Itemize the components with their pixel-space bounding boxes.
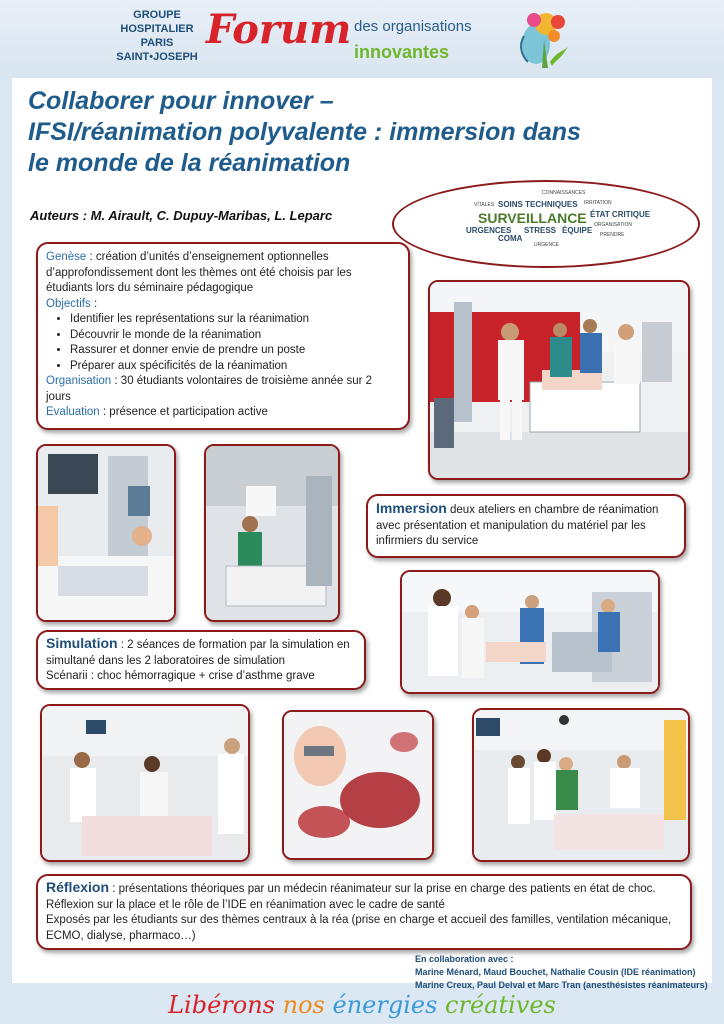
- photo-hemorrhage-scenario: [282, 710, 434, 860]
- cloud-word: ORGANISATION: [594, 222, 632, 228]
- reflexion-label: Réflexion: [46, 879, 110, 895]
- photo-equipment: [36, 444, 176, 622]
- cloud-word: PRENDRE: [600, 232, 625, 238]
- evaluation-text: : présence et participation active: [99, 406, 268, 418]
- title-line: le monde de la réanimation: [28, 149, 351, 177]
- genese-label: Genèse: [46, 251, 87, 263]
- simulation-label: Simulation: [46, 635, 118, 651]
- genese-text: : création d’unités d’enseignement optionnelles d’approfondissement dont les thèmes ont été choisis par les étudiants lors du séminaire pédagogique: [46, 251, 352, 294]
- group-line: GROUPE: [133, 9, 181, 21]
- list-item: • Découvrir le monde de la réanimation: [70, 328, 400, 344]
- slogan-word: Libérons: [168, 991, 275, 1019]
- evaluation-line: [46, 405, 400, 421]
- cloud-word: URGENCES: [466, 226, 512, 235]
- cloud-word-main: SURVEILLANCE: [478, 210, 587, 226]
- cloud-word: COMA: [498, 234, 523, 243]
- cloud-word: ÉTAT CRITIQUE: [590, 210, 651, 219]
- genese-box: [36, 242, 410, 430]
- immersion-text: deux ateliers en chambre de réanimation avec présentation et manipulation du matériel par les infirmiers du service: [376, 504, 659, 547]
- slogan-word: énergies: [332, 991, 438, 1019]
- hospital-group-logo: [114, 8, 200, 64]
- slogan-word: créatives: [445, 991, 556, 1019]
- poster-title: [28, 86, 708, 179]
- slogan-word: nos: [282, 991, 325, 1019]
- collab-line: Marine Creux, Paul Delval et Marc Tran (anesthésistes réanimateurs): [415, 980, 708, 990]
- genese-paragraph: [46, 250, 400, 297]
- cloud-word: URGENCE: [534, 242, 560, 248]
- organisation-line: [46, 374, 400, 405]
- photo-manipulation: [400, 570, 660, 694]
- list-item: • Préparer aux spécificités de la réanimation: [70, 359, 400, 375]
- immersion-label: Immersion: [376, 500, 447, 516]
- reflexion-line: Exposés par les étudiants sur des thèmes centraux à la réa (prise en charge et accueil des familles, ventilation mécanique, ECMO, dialyse, pharmaco…): [46, 914, 672, 942]
- cloud-word: SOINS TECHNIQUES: [498, 200, 578, 209]
- simulation-box: [36, 630, 366, 690]
- forum-wordmark: Forum: [206, 6, 352, 53]
- flower-head-logo-icon: [514, 6, 572, 68]
- reflexion-line: Réflexion sur la place et le rôle de l’IDE en réanimation avec le cadre de santé: [46, 898, 445, 911]
- photo-simulation-lab: [40, 704, 250, 862]
- collab-heading: En collaboration avec :: [415, 954, 514, 964]
- reflexion-paragraph: [46, 880, 682, 898]
- header-banner: [0, 0, 724, 78]
- group-line: HOSPITALIER: [120, 23, 194, 35]
- photo-icu-room: [428, 280, 690, 480]
- organisation-text: : 30 étudiants volontaires de troisième année sur 2 jours: [46, 375, 373, 403]
- footer-slogan: [0, 986, 724, 1024]
- group-line: PARIS: [140, 37, 174, 49]
- organisation-label: Organisation: [46, 375, 112, 387]
- reflexion-text: : présentations théoriques par un médecin réanimateur sur la prise en charge des patients en état de choc.: [109, 883, 656, 895]
- title-line: Collaborer pour innover –: [28, 87, 334, 115]
- scenarii-line: Scénarii : choc hémorragique + crise d’asthme grave: [46, 670, 315, 682]
- cloud-word: IRRITATION: [584, 200, 612, 206]
- immersion-box: [366, 494, 686, 558]
- objectifs-suffix: :: [90, 297, 98, 310]
- simulation-paragraph: [46, 636, 356, 669]
- objectifs-label: Objectifs: [46, 297, 91, 310]
- word-cloud: [392, 180, 700, 268]
- des-organisations-text: des organisations: [354, 18, 472, 35]
- photo-debrief: [472, 708, 690, 862]
- list-item: • Rassurer et donner envie de prendre un poste: [70, 343, 400, 359]
- cloud-word: VITALES: [474, 202, 495, 208]
- evaluation-label: Evaluation: [46, 406, 100, 418]
- cloud-word: ÉQUIPE: [562, 226, 593, 235]
- collab-line: Marine Ménard, Maud Bouchet, Nathalie Cousin (IDE réanimation): [415, 967, 696, 977]
- objectifs-list: [46, 312, 400, 374]
- innovantes-text: innovantes: [354, 42, 450, 62]
- authors: Auteurs : M. Airault, C. Dupuy-Maribas, L. Leparc: [30, 208, 333, 223]
- cloud-word: STRESS: [524, 226, 557, 235]
- title-line: IFSI/réanimation polyvalente : immersion dans: [28, 118, 581, 146]
- reflexion-box: [36, 874, 692, 950]
- objectifs-heading: [46, 297, 400, 313]
- simulation-text: : 2 séances de formation par la simulation en simultané dans les 2 laboratoires de simulation: [46, 639, 350, 667]
- list-item: • Identifier les représentations sur la réanimation: [70, 312, 400, 328]
- cloud-word: CONNAISSANCES: [542, 190, 586, 196]
- group-line: SAINT•JOSEPH: [116, 51, 198, 63]
- photo-icu-bed: [204, 444, 340, 622]
